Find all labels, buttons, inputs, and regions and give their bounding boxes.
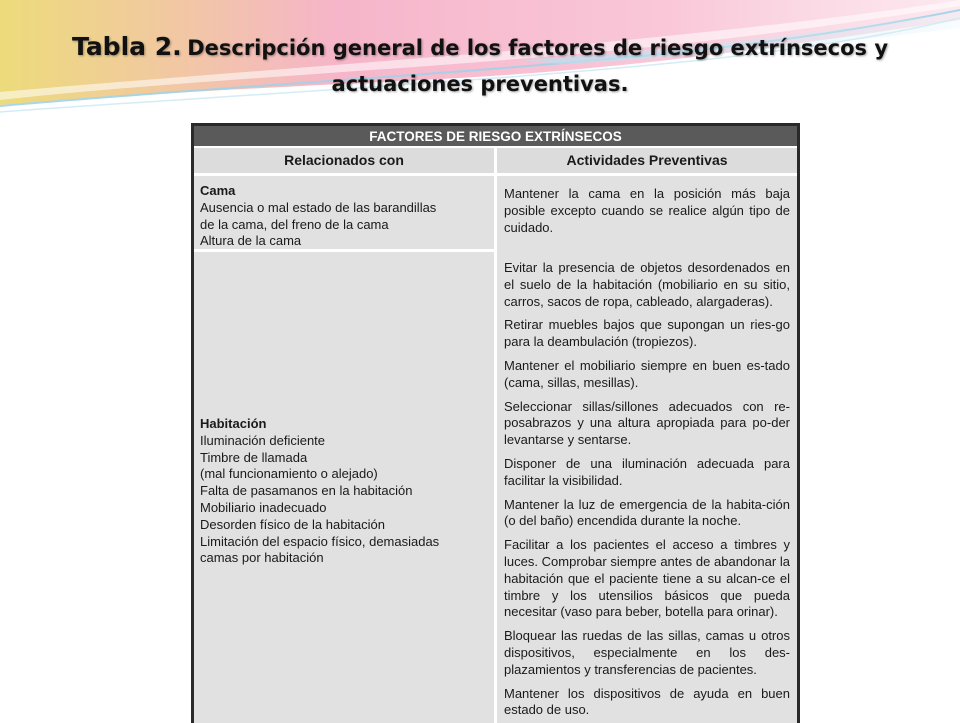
habitacion-line: Mobiliario inadecuado [200,499,327,515]
table-header-row [194,148,797,173]
actividad-item: Evitar la presencia de objetos desordenados en el suelo de la habitación (mobiliario en su sitio, carros, sacos de ropa, cableado, alargaderas). [504,260,790,309]
habitacion-heading: Habitación [200,416,267,431]
habitacion-line: camas por habitación [200,550,324,566]
actividad-item: Mantener los dispositivos de ayuda en buen estado de uso. [504,685,790,718]
actividad-item: Seleccionar sillas/sillones adecuados con re-posabrazos y una altura apropiada para po-der levantarse y sentarse. [504,398,790,448]
header-relacionados: Relacionados con [194,148,494,173]
cell-actividades-habitacion [497,252,797,723]
cama-line: Ausencia o mal estado de las barandillas [200,199,437,215]
header-actividades: Actividades Preventivas [497,148,797,173]
cell-habitacion [194,252,494,723]
title-line2: actuaciones preventivas. [331,72,629,96]
cama-line: Altura de la cama [200,233,302,249]
habitacion-line: Timbre de llamada [200,449,308,465]
title-label: Tabla 2. [71,32,182,61]
cell-actividad-cama [497,176,797,256]
slide-title [0,30,960,101]
risk-factors-table [191,123,800,723]
table-band-title: FACTORES DE RIESGO EXTRÍNSECOS [194,126,797,146]
actividad-item: Facilitar a los pacientes el acceso a timbres y luces. Comprobar siempre antes de abandonar la habitación que el paciente tiene a su alcan-ce el timbre y los utensilios básicos que pueda necesitar (vaso para beber, botella para orinar). [504,537,790,620]
title-text: Descripción general de los factores de riesgo extrínsecos y [187,36,889,60]
actividad-item: Mantener la luz de emergencia de la habita-ción (o del baño) encendida durante la noche. [504,496,790,529]
actividad-item: Mantener el mobiliario siempre en buen es-tado (cama, sillas, mesillas). [504,357,790,390]
habitacion-line: (mal funcionamiento o alejado) [200,466,378,482]
actividad-item: Retirar muebles bajos que supongan un ries-go para la deambulación (tropiezos). [504,317,790,350]
habitacion-line: Falta de pasamanos en la habitación [200,483,413,499]
actividad-item: Mantener la cama en la posición más baja posible excepto cuando se realice algún tipo de cuidado. [504,186,790,235]
cama-heading: Cama [200,183,236,198]
actividad-item: Bloquear las ruedas de las sillas, camas u otros dispositivos, especialmente en los des-plazamientos y transferencias de pacientes. [504,628,790,677]
actividad-item: Disponer de una iluminación adecuada para facilitar la visibilidad. [504,455,790,488]
cell-cama [194,176,494,249]
cama-line: de la cama, del freno de la cama [200,216,389,232]
habitacion-line: Desorden físico de la habitación [200,516,386,532]
habitacion-line: Limitación del espacio físico, demasiadas [200,533,440,549]
habitacion-line: Iluminación deficiente [200,432,326,448]
